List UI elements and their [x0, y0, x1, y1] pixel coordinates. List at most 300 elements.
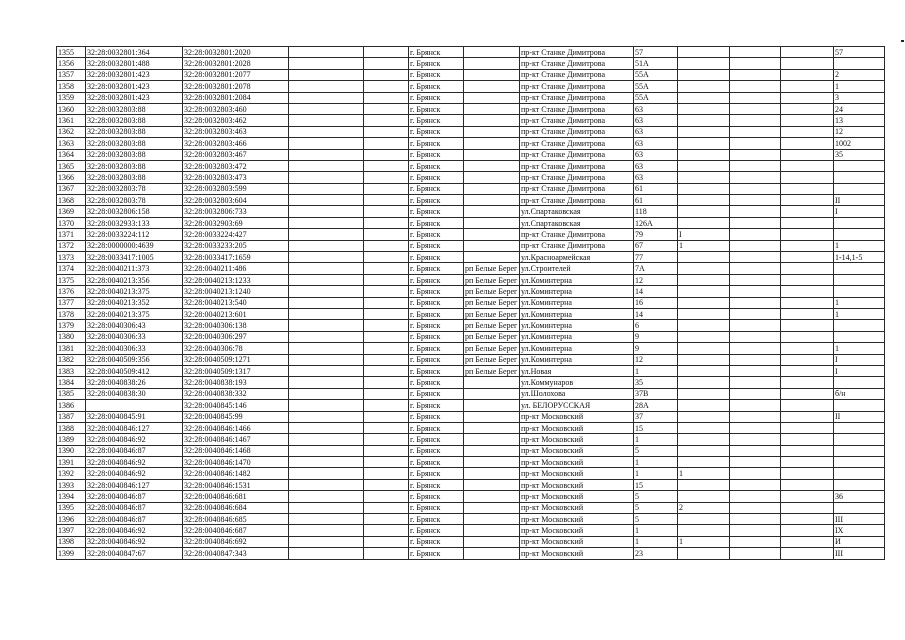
- row-number-cell: 1377: [57, 297, 86, 308]
- extra-cell: [781, 206, 834, 217]
- house-number-cell: 77: [634, 252, 678, 263]
- empty-cell: [364, 502, 409, 513]
- empty-cell: [364, 468, 409, 479]
- premises-cell: [834, 400, 885, 411]
- parcel-cadastral-cell: 32:28:0040213:352: [86, 297, 183, 308]
- building-cell: [678, 206, 730, 217]
- row-number-cell: 1388: [57, 422, 86, 433]
- extra-cell: [781, 491, 834, 502]
- empty-cell: [364, 206, 409, 217]
- building-cell: [678, 149, 730, 160]
- empty-cell: [289, 69, 364, 80]
- table-row: [57, 365, 885, 376]
- structure-cell: [730, 434, 781, 445]
- city-cell: г. Брянск: [409, 172, 464, 183]
- empty-cell: [289, 502, 364, 513]
- building-cell: [678, 47, 730, 58]
- street-cell: пр-кт Станке Димитрова: [520, 115, 634, 126]
- premises-cell: I: [834, 354, 885, 365]
- empty-cell: [364, 195, 409, 206]
- premises-cell: 13: [834, 115, 885, 126]
- object-cadastral-cell: 32:28:0033224:427: [183, 229, 289, 240]
- parcel-cadastral-cell: 32:28:0032803:88: [86, 172, 183, 183]
- parcel-cadastral-cell: 32:28:0040846:92: [86, 434, 183, 445]
- settlement-cell: [464, 81, 520, 92]
- empty-cell: [289, 548, 364, 559]
- empty-cell: [289, 47, 364, 58]
- object-cadastral-cell: 32:28:0040846:1531: [183, 479, 289, 490]
- empty-cell: [289, 138, 364, 149]
- city-cell: г. Брянск: [409, 69, 464, 80]
- parcel-cadastral-cell: 32:28:0040213:356: [86, 274, 183, 285]
- object-cadastral-cell: 32:28:0040306:138: [183, 320, 289, 331]
- parcel-cadastral-cell: 32:28:0040845:91: [86, 411, 183, 422]
- table-row: [57, 548, 885, 559]
- city-cell: г. Брянск: [409, 365, 464, 376]
- parcel-cadastral-cell: 32:28:0040838:26: [86, 377, 183, 388]
- table-row: [57, 115, 885, 126]
- city-cell: г. Брянск: [409, 422, 464, 433]
- house-number-cell: 63: [634, 126, 678, 137]
- extra-cell: [781, 525, 834, 536]
- object-cadastral-cell: 32:28:0033233:205: [183, 240, 289, 251]
- row-number-cell: 1361: [57, 115, 86, 126]
- row-number-cell: 1373: [57, 252, 86, 263]
- house-number-cell: 1: [634, 365, 678, 376]
- city-cell: г. Брянск: [409, 445, 464, 456]
- row-number-cell: 1390: [57, 445, 86, 456]
- empty-cell: [289, 468, 364, 479]
- empty-cell: [364, 286, 409, 297]
- city-cell: г. Брянск: [409, 308, 464, 319]
- city-cell: г. Брянск: [409, 548, 464, 559]
- building-cell: [678, 411, 730, 422]
- row-number-cell: 1359: [57, 92, 86, 103]
- building-cell: [678, 263, 730, 274]
- parcel-cadastral-cell: 32:28:0040846:87: [86, 491, 183, 502]
- building-cell: [678, 491, 730, 502]
- street-cell: ул.Коминтерна: [520, 274, 634, 285]
- city-cell: г. Брянск: [409, 126, 464, 137]
- parcel-cadastral-cell: 32:28:0040846:87: [86, 502, 183, 513]
- street-cell: ул.Спартаковская: [520, 206, 634, 217]
- street-cell: ул.Коммунаров: [520, 377, 634, 388]
- city-cell: г. Брянск: [409, 81, 464, 92]
- settlement-cell: рп Белые Берег: [464, 308, 520, 319]
- street-cell: ул.Коминтерна: [520, 331, 634, 342]
- extra-cell: [781, 502, 834, 513]
- settlement-cell: [464, 457, 520, 468]
- object-cadastral-cell: 32:28:0040846:692: [183, 536, 289, 547]
- structure-cell: [730, 69, 781, 80]
- table-row: [57, 354, 885, 365]
- extra-cell: [781, 411, 834, 422]
- street-cell: пр-кт Станке Димитрова: [520, 58, 634, 69]
- object-cadastral-cell: 32:28:0032803:472: [183, 160, 289, 171]
- empty-cell: [364, 252, 409, 263]
- object-cadastral-cell: 32:28:0040509:1271: [183, 354, 289, 365]
- house-number-cell: 55А: [634, 81, 678, 92]
- empty-cell: [289, 206, 364, 217]
- structure-cell: [730, 172, 781, 183]
- building-cell: [678, 388, 730, 399]
- table-row: [57, 331, 885, 342]
- house-number-cell: 63: [634, 115, 678, 126]
- house-number-cell: 9: [634, 343, 678, 354]
- settlement-cell: [464, 514, 520, 525]
- object-cadastral-cell: 32:28:0032803:460: [183, 103, 289, 114]
- extra-cell: [781, 548, 834, 559]
- premises-cell: [834, 274, 885, 285]
- city-cell: г. Брянск: [409, 388, 464, 399]
- table-row: [57, 491, 885, 502]
- parcel-cadastral-cell: 32:28:0040846:92: [86, 457, 183, 468]
- street-cell: пр-кт Московский: [520, 457, 634, 468]
- empty-cell: [364, 491, 409, 502]
- extra-cell: [781, 297, 834, 308]
- object-cadastral-cell: 32:28:0040213:540: [183, 297, 289, 308]
- structure-cell: [730, 365, 781, 376]
- parcel-cadastral-cell: 32:28:0033417:1005: [86, 252, 183, 263]
- structure-cell: [730, 377, 781, 388]
- settlement-cell: рп Белые Берег: [464, 297, 520, 308]
- object-cadastral-cell: 32:28:0040846:687: [183, 525, 289, 536]
- margin-mark: [901, 40, 904, 42]
- parcel-cadastral-cell: 32:28:0040509:356: [86, 354, 183, 365]
- street-cell: пр-кт Станке Димитрова: [520, 47, 634, 58]
- city-cell: г. Брянск: [409, 206, 464, 217]
- premises-cell: 3: [834, 92, 885, 103]
- object-cadastral-cell: 32:28:0032806:733: [183, 206, 289, 217]
- row-number-cell: 1362: [57, 126, 86, 137]
- object-cadastral-cell: 32:28:0033417:1659: [183, 252, 289, 263]
- settlement-cell: [464, 172, 520, 183]
- object-cadastral-cell: 32:28:0040838:193: [183, 377, 289, 388]
- settlement-cell: [464, 149, 520, 160]
- extra-cell: [781, 308, 834, 319]
- table-row: [57, 479, 885, 490]
- extra-cell: [781, 92, 834, 103]
- table-row: [57, 252, 885, 263]
- empty-cell: [289, 354, 364, 365]
- empty-cell: [289, 320, 364, 331]
- structure-cell: [730, 58, 781, 69]
- extra-cell: [781, 69, 834, 80]
- parcel-cadastral-cell: 32:28:0032801:423: [86, 81, 183, 92]
- building-cell: [678, 331, 730, 342]
- street-cell: пр-кт Московский: [520, 514, 634, 525]
- empty-cell: [289, 183, 364, 194]
- table-row: [57, 138, 885, 149]
- table-row: [57, 536, 885, 547]
- settlement-cell: [464, 434, 520, 445]
- table-row: [57, 81, 885, 92]
- parcel-cadastral-cell: 32:28:0000000:4639: [86, 240, 183, 251]
- premises-cell: 12: [834, 126, 885, 137]
- row-number-cell: 1396: [57, 514, 86, 525]
- registry-table: [56, 46, 885, 560]
- structure-cell: [730, 149, 781, 160]
- empty-cell: [289, 514, 364, 525]
- settlement-cell: [464, 160, 520, 171]
- settlement-cell: [464, 58, 520, 69]
- building-cell: [678, 217, 730, 228]
- table-row: [57, 308, 885, 319]
- settlement-cell: [464, 548, 520, 559]
- empty-cell: [364, 69, 409, 80]
- extra-cell: [781, 388, 834, 399]
- empty-cell: [289, 252, 364, 263]
- settlement-cell: [464, 92, 520, 103]
- city-cell: г. Брянск: [409, 479, 464, 490]
- row-number-cell: 1355: [57, 47, 86, 58]
- premises-cell: [834, 422, 885, 433]
- street-cell: пр-кт Московский: [520, 434, 634, 445]
- empty-cell: [289, 274, 364, 285]
- house-number-cell: 16: [634, 297, 678, 308]
- structure-cell: [730, 320, 781, 331]
- city-cell: г. Брянск: [409, 411, 464, 422]
- parcel-cadastral-cell: 32:28:0040846:92: [86, 468, 183, 479]
- table-row: [57, 103, 885, 114]
- object-cadastral-cell: 32:28:0040213:1240: [183, 286, 289, 297]
- empty-cell: [364, 47, 409, 58]
- empty-cell: [364, 548, 409, 559]
- extra-cell: [781, 103, 834, 114]
- city-cell: г. Брянск: [409, 138, 464, 149]
- extra-cell: [781, 229, 834, 240]
- empty-cell: [289, 172, 364, 183]
- parcel-cadastral-cell: 32:28:0032803:88: [86, 126, 183, 137]
- parcel-cadastral-cell: 32:28:0032803:88: [86, 138, 183, 149]
- extra-cell: [781, 468, 834, 479]
- city-cell: г. Брянск: [409, 343, 464, 354]
- extra-cell: [781, 81, 834, 92]
- empty-cell: [364, 445, 409, 456]
- extra-cell: [781, 115, 834, 126]
- settlement-cell: [464, 479, 520, 490]
- empty-cell: [364, 354, 409, 365]
- street-cell: ул. БЕЛОРУССКАЯ: [520, 400, 634, 411]
- extra-cell: [781, 240, 834, 251]
- extra-cell: [781, 172, 834, 183]
- object-cadastral-cell: 32:28:0032803:473: [183, 172, 289, 183]
- settlement-cell: рп Белые Берег: [464, 286, 520, 297]
- extra-cell: [781, 195, 834, 206]
- building-cell: [678, 172, 730, 183]
- parcel-cadastral-cell: 32:28:0040846:127: [86, 479, 183, 490]
- city-cell: г. Брянск: [409, 183, 464, 194]
- building-cell: [678, 525, 730, 536]
- empty-cell: [364, 365, 409, 376]
- row-number-cell: 1399: [57, 548, 86, 559]
- premises-cell: [834, 457, 885, 468]
- object-cadastral-cell: 32:28:0032801:2084: [183, 92, 289, 103]
- table-row: [57, 411, 885, 422]
- building-cell: [678, 103, 730, 114]
- structure-cell: [730, 81, 781, 92]
- empty-cell: [364, 479, 409, 490]
- object-cadastral-cell: 32:28:0040846:1482: [183, 468, 289, 479]
- extra-cell: [781, 354, 834, 365]
- structure-cell: [730, 548, 781, 559]
- street-cell: пр-кт Станке Димитрова: [520, 240, 634, 251]
- object-cadastral-cell: 32:28:0040213:1233: [183, 274, 289, 285]
- structure-cell: [730, 445, 781, 456]
- house-number-cell: 28А: [634, 400, 678, 411]
- city-cell: г. Брянск: [409, 377, 464, 388]
- structure-cell: [730, 206, 781, 217]
- settlement-cell: [464, 525, 520, 536]
- parcel-cadastral-cell: 32:28:0032801:423: [86, 92, 183, 103]
- street-cell: пр-кт Станке Димитрова: [520, 69, 634, 80]
- row-number-cell: 1398: [57, 536, 86, 547]
- empty-cell: [289, 297, 364, 308]
- empty-cell: [364, 217, 409, 228]
- empty-cell: [364, 422, 409, 433]
- table-row: [57, 69, 885, 80]
- building-cell: [678, 69, 730, 80]
- house-number-cell: 6: [634, 320, 678, 331]
- table-row: [57, 217, 885, 228]
- object-cadastral-cell: 32:28:0040306:297: [183, 331, 289, 342]
- empty-cell: [289, 92, 364, 103]
- settlement-cell: рп Белые Берег: [464, 320, 520, 331]
- house-number-cell: 57: [634, 47, 678, 58]
- table-row: [57, 286, 885, 297]
- parcel-cadastral-cell: 32:28:0032933:133: [86, 217, 183, 228]
- table-row: [57, 274, 885, 285]
- empty-cell: [364, 411, 409, 422]
- row-number-cell: 1381: [57, 343, 86, 354]
- premises-cell: 1: [834, 240, 885, 251]
- structure-cell: [730, 160, 781, 171]
- empty-cell: [289, 240, 364, 251]
- street-cell: пр-кт Станке Димитрова: [520, 195, 634, 206]
- premises-cell: [834, 286, 885, 297]
- settlement-cell: [464, 536, 520, 547]
- object-cadastral-cell: 32:28:0040846:1468: [183, 445, 289, 456]
- empty-cell: [364, 160, 409, 171]
- building-cell: [678, 297, 730, 308]
- structure-cell: [730, 491, 781, 502]
- city-cell: г. Брянск: [409, 514, 464, 525]
- parcel-cadastral-cell: 32:28:0032803:78: [86, 195, 183, 206]
- city-cell: г. Брянск: [409, 434, 464, 445]
- city-cell: г. Брянск: [409, 263, 464, 274]
- settlement-cell: [464, 103, 520, 114]
- building-cell: 1: [678, 468, 730, 479]
- house-number-cell: 12: [634, 354, 678, 365]
- street-cell: ул.Красноармейская: [520, 252, 634, 263]
- premises-cell: 57: [834, 47, 885, 58]
- street-cell: пр-кт Московский: [520, 548, 634, 559]
- row-number-cell: 1376: [57, 286, 86, 297]
- settlement-cell: [464, 47, 520, 58]
- street-cell: пр-кт Станке Димитрова: [520, 149, 634, 160]
- table-row: [57, 195, 885, 206]
- city-cell: г. Брянск: [409, 354, 464, 365]
- structure-cell: [730, 138, 781, 149]
- empty-cell: [289, 411, 364, 422]
- row-number-cell: 1371: [57, 229, 86, 240]
- object-cadastral-cell: 32:28:0032801:2020: [183, 47, 289, 58]
- empty-cell: [364, 320, 409, 331]
- table-row: [57, 183, 885, 194]
- extra-cell: [781, 286, 834, 297]
- structure-cell: [730, 252, 781, 263]
- city-cell: г. Брянск: [409, 297, 464, 308]
- street-cell: пр-кт Станке Димитрова: [520, 183, 634, 194]
- table-row: [57, 92, 885, 103]
- house-number-cell: 63: [634, 149, 678, 160]
- row-number-cell: 1358: [57, 81, 86, 92]
- structure-cell: [730, 286, 781, 297]
- premises-cell: 1: [834, 308, 885, 319]
- extra-cell: [781, 434, 834, 445]
- empty-cell: [289, 331, 364, 342]
- structure-cell: [730, 217, 781, 228]
- city-cell: г. Брянск: [409, 468, 464, 479]
- structure-cell: [730, 468, 781, 479]
- empty-cell: [364, 58, 409, 69]
- object-cadastral-cell: 32:28:0032803:466: [183, 138, 289, 149]
- street-cell: пр-кт Станке Димитрова: [520, 229, 634, 240]
- premises-cell: 1: [834, 343, 885, 354]
- premises-cell: I: [834, 365, 885, 376]
- parcel-cadastral-cell: 32:28:0032803:88: [86, 103, 183, 114]
- extra-cell: [781, 160, 834, 171]
- house-number-cell: 5: [634, 445, 678, 456]
- street-cell: пр-кт Станке Димитрова: [520, 172, 634, 183]
- house-number-cell: 61: [634, 183, 678, 194]
- settlement-cell: [464, 229, 520, 240]
- extra-cell: [781, 263, 834, 274]
- premises-cell: 1-14,1-5: [834, 252, 885, 263]
- empty-cell: [289, 160, 364, 171]
- structure-cell: [730, 183, 781, 194]
- house-number-cell: 63: [634, 138, 678, 149]
- street-cell: пр-кт Московский: [520, 411, 634, 422]
- parcel-cadastral-cell: 32:28:0040509:412: [86, 365, 183, 376]
- extra-cell: [781, 126, 834, 137]
- settlement-cell: [464, 445, 520, 456]
- premises-cell: [834, 183, 885, 194]
- empty-cell: [364, 457, 409, 468]
- structure-cell: [730, 514, 781, 525]
- empty-cell: [289, 388, 364, 399]
- settlement-cell: [464, 400, 520, 411]
- parcel-cadastral-cell: 32:28:0040846:92: [86, 536, 183, 547]
- house-number-cell: 63: [634, 160, 678, 171]
- house-number-cell: 1: [634, 457, 678, 468]
- parcel-cadastral-cell: 32:28:0032801:488: [86, 58, 183, 69]
- structure-cell: [730, 479, 781, 490]
- building-cell: [678, 400, 730, 411]
- settlement-cell: [464, 252, 520, 263]
- street-cell: пр-кт Станке Димитрова: [520, 103, 634, 114]
- empty-cell: [289, 422, 364, 433]
- parcel-cadastral-cell: 32:28:0040847:67: [86, 548, 183, 559]
- building-cell: [678, 286, 730, 297]
- parcel-cadastral-cell: 32:28:0032801:364: [86, 47, 183, 58]
- table-row: [57, 240, 885, 251]
- building-cell: 1: [678, 536, 730, 547]
- row-number-cell: 1394: [57, 491, 86, 502]
- settlement-cell: рп Белые Берег: [464, 274, 520, 285]
- parcel-cadastral-cell: 32:28:0040306:33: [86, 343, 183, 354]
- house-number-cell: 9: [634, 331, 678, 342]
